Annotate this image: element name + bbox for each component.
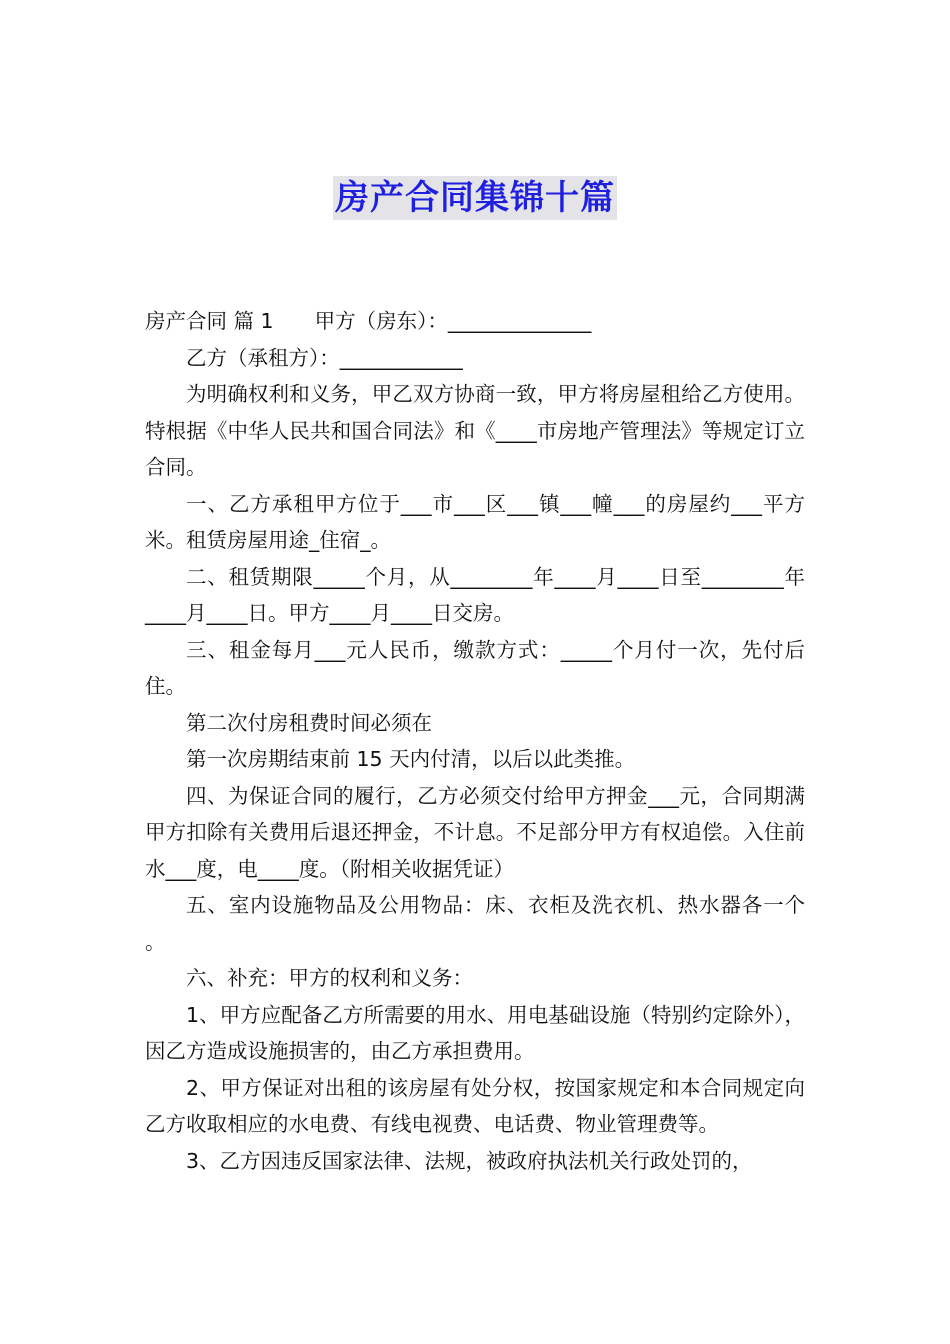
paragraph-clause-6: 六、补充：甲方的权利和义务：: [186, 966, 473, 990]
paragraph-clause-3: 三、租金每月___元人民币，缴款方式：_____个月付一次，先付后住。: [145, 637, 805, 698]
paragraph-second-payment: 第二次付房租费时间必须在: [186, 710, 432, 735]
paragraph-item-2: 2、甲方保证对出租的该房屋有处分权，按国家规定和本合同规定向乙方收取相应的水电费、有线电视费、电话费、物业管理费等。: [145, 1075, 805, 1136]
paragraph-clause-2: 二、租赁期限_____个月，从________年____月____日至________年____月____日。甲方____月____日交房。: [145, 564, 805, 625]
paragraph-item-3: 3、乙方因违反国家法律、法规，被政府执法机关行政处罚的，: [186, 1148, 753, 1173]
document-title: 房产合同集锦十篇: [335, 178, 615, 218]
paragraph-clause-1: 一、乙方承租甲方位于___市___区___镇___幢___的房屋约___平方米。租赁房屋用途_住宿_。: [145, 491, 805, 552]
paragraph-heading-party-a: 房产合同 篇 1 甲方（房东）：______________: [145, 309, 592, 333]
paragraph-first-period: 第一次房期结束前 15 天内付清，以后以此类推。: [186, 747, 636, 771]
paragraph-item-1: 1、甲方应配备乙方所需要的用水、用电基础设施（特别约定除外），因乙方造成设施损害的，由乙方承担费用。: [145, 1002, 805, 1063]
paragraph-clause-4: 四、为保证合同的履行，乙方必须交付给甲方押金___元，合同期满甲方扣除有关费用后退还押金，不计息。不足部分甲方有权追偿。入住前水___度，电____度。（附相关收据凭证）: [145, 783, 805, 881]
document-body: [145, 303, 805, 1179]
paragraph-clause-5: 五、室内设施物品及公用物品：床、衣柜及洗衣机、热水器各一个 。: [145, 893, 805, 954]
paragraph-party-b: 乙方（承租方）：____________: [186, 345, 463, 370]
document-title-wrapper: [0, 176, 950, 220]
paragraph-purpose: 为明确权利和义务，甲乙双方协商一致，甲方将房屋租给乙方使用。特根据《中华人民共和国合同法》和《____市房地产管理法》等规定订立合同。: [145, 382, 805, 479]
